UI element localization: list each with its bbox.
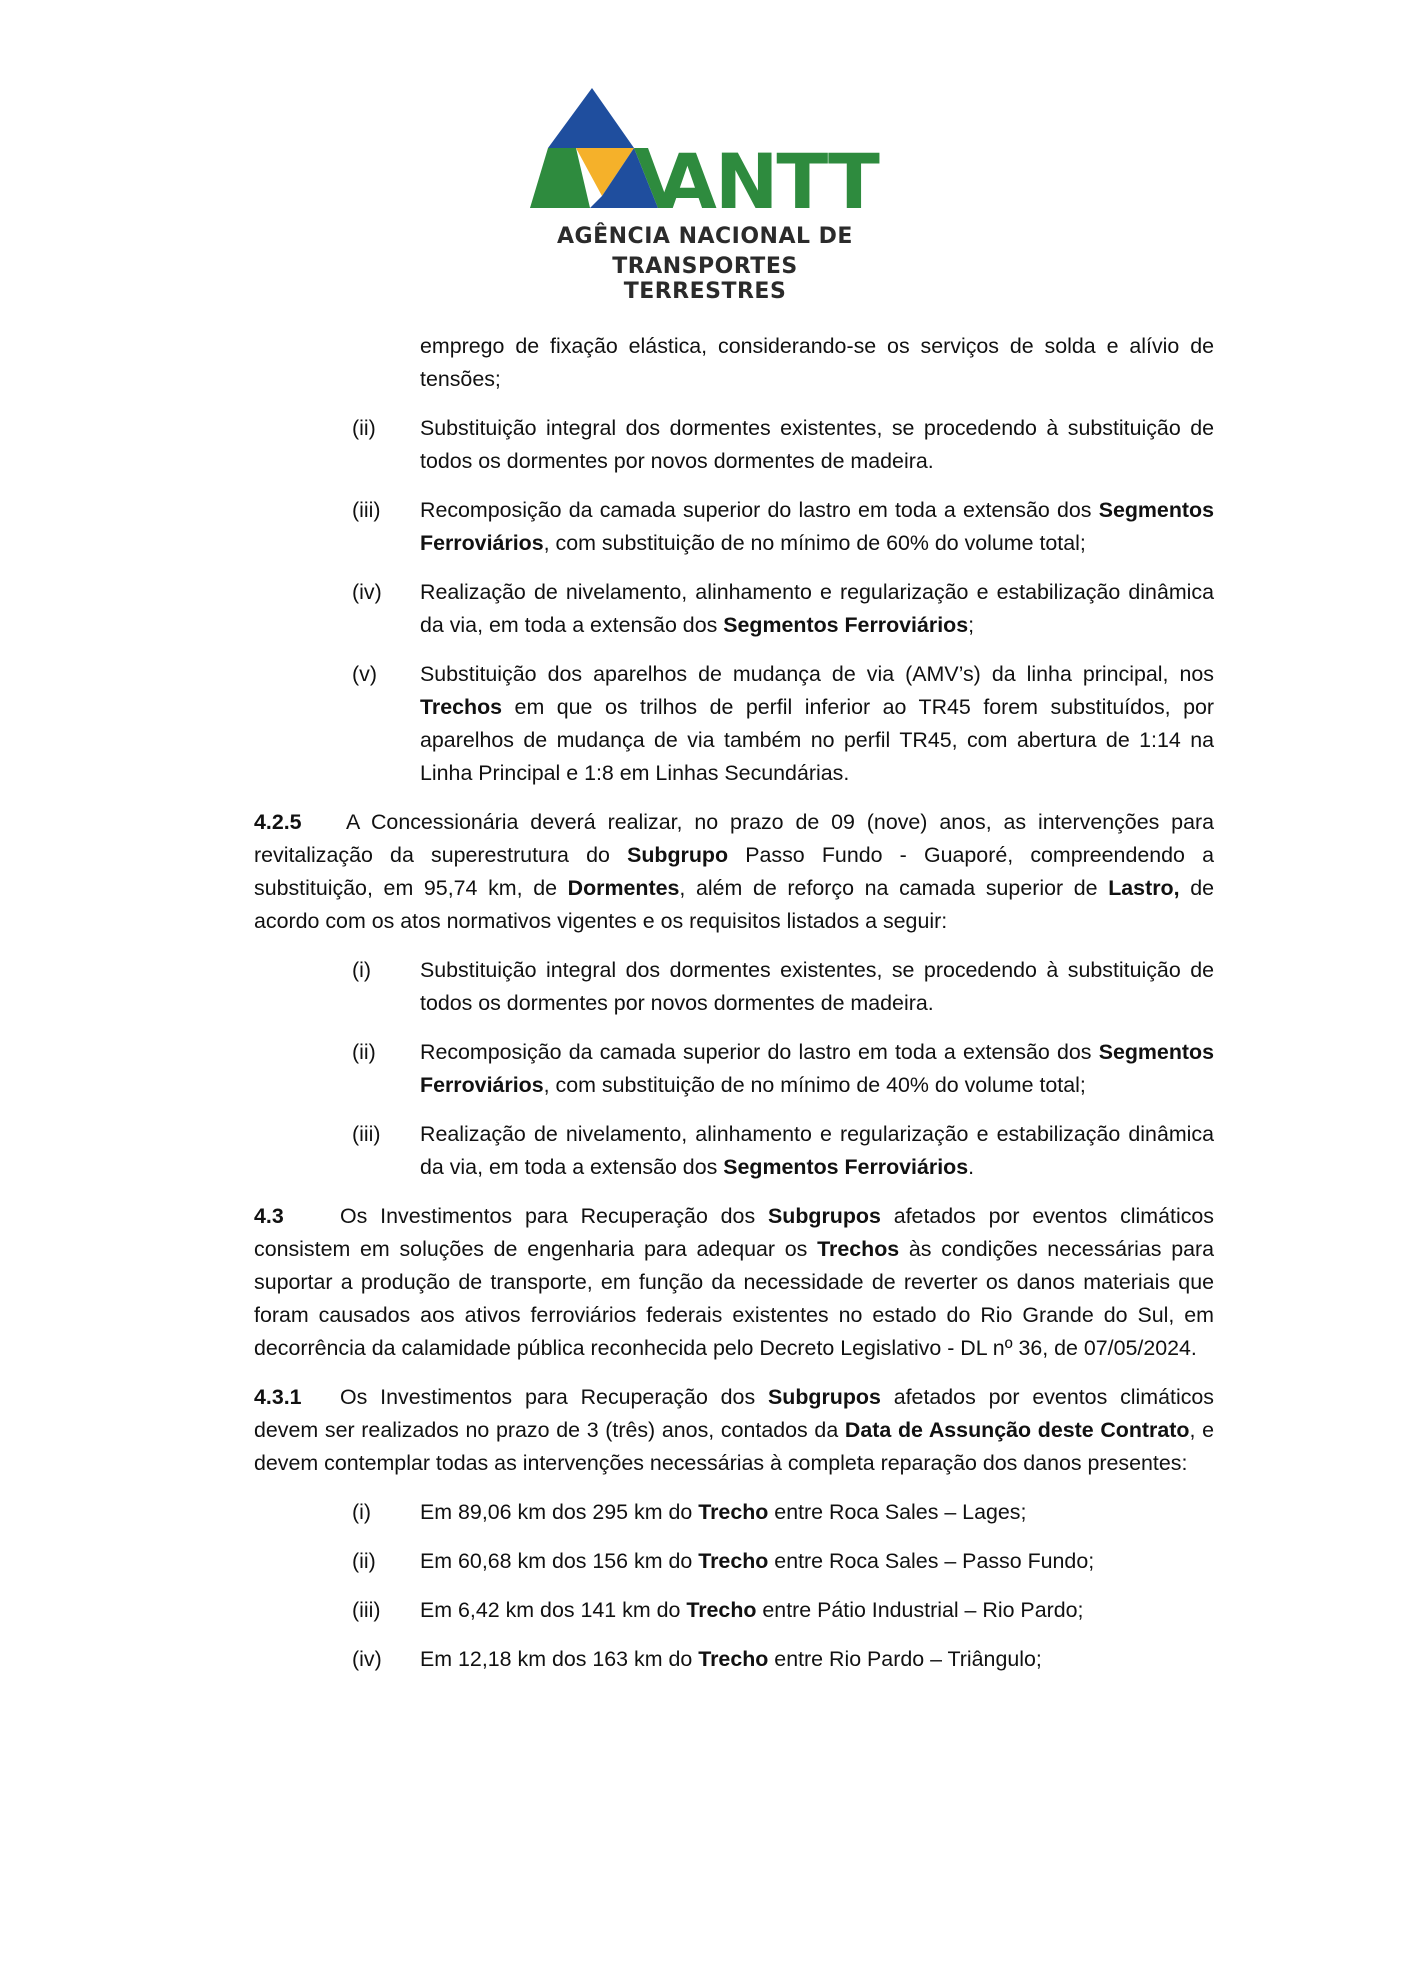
bold-term: Trecho	[698, 1647, 769, 1671]
list-item-number: (iii)	[352, 1598, 381, 1622]
list-item-text	[420, 954, 1214, 1020]
list-item-text	[420, 1118, 1214, 1184]
text-run: Os Investimentos para Recuperação dos	[340, 1385, 768, 1409]
list-item-number: (iii)	[352, 498, 381, 522]
bold-term: Lastro,	[1108, 876, 1180, 900]
list-item-number: (ii)	[352, 1040, 376, 1064]
bold-term: Segmentos Ferroviários	[420, 498, 1214, 555]
section-4-3-1	[254, 1381, 1214, 1480]
list-b	[254, 954, 1214, 1184]
list-a	[254, 412, 1214, 790]
text-run: Em 60,68 km dos 156 km do	[420, 1549, 699, 1573]
text-run: entre Rio Pardo – Triângulo;	[768, 1647, 1042, 1671]
text-run: Passo Fundo - Guaporé, compreendendo a substituição, em 95,74 km, de	[254, 843, 1214, 900]
text-run: Substituição dos aparelhos de mudança de via (AMV’s) da linha principal, nos	[420, 662, 1214, 686]
logo-line-1: AGÊNCIA NACIONAL DE	[557, 224, 853, 249]
list-item-number: (iv)	[352, 1647, 382, 1671]
bold-term: Trecho	[686, 1598, 757, 1622]
logo-line-2: TRANSPORTES TERRESTRES	[612, 254, 798, 304]
bold-term: Dormentes	[567, 876, 680, 900]
list-item-number: (ii)	[352, 1549, 376, 1573]
text-run: Em 12,18 km dos 163 km do	[420, 1647, 699, 1671]
list-item-text	[420, 494, 1214, 560]
list-item-number: (ii)	[352, 416, 376, 440]
list-item	[352, 576, 1214, 642]
section-number: 4.2.5	[254, 810, 302, 834]
list-item-text	[420, 576, 1214, 642]
text-run: entre Roca Sales – Lages;	[768, 1500, 1027, 1524]
section-4-3	[254, 1200, 1214, 1365]
bold-term: Trechos	[420, 695, 503, 719]
bold-term: Subgrupo	[627, 843, 729, 867]
text-run: .	[968, 1155, 975, 1179]
list-item-text	[420, 1036, 1214, 1102]
section-number: 4.3	[254, 1204, 284, 1228]
text-run: Realização de nivelamento, alinhamento e regularização e estabilização dinâmica da via, em toda a extensão dos	[420, 1122, 1214, 1179]
text-run: afetados por eventos climáticos devem ser realizados no prazo de 3 (três) anos, contados da	[254, 1385, 1214, 1442]
text-run: , com substituição de no mínimo de 40% do volume total;	[543, 1073, 1086, 1097]
list-item	[352, 954, 1214, 1020]
section-text	[254, 1204, 1214, 1360]
text-run: em que os trilhos de perfil inferior ao TR45 forem substituídos, por aparelhos de mudança de via também no perfil TR45, com abertura de 1:14 na Linha Principal e 1:8 em Linhas Secundárias.	[420, 695, 1214, 785]
logo-wordmark: ANTT	[658, 137, 878, 216]
text-run: , com substituição de no mínimo de 60% do volume total;	[543, 531, 1086, 555]
antt-emblem-icon	[530, 86, 880, 216]
list-item	[352, 1594, 1214, 1627]
text-run: afetados por eventos climáticos consistem em soluções de engenharia para adequar os	[254, 1204, 1214, 1261]
list-item-number: (iv)	[352, 580, 382, 604]
logo-blue-triangle	[548, 88, 634, 148]
text-run: Realização de nivelamento, alinhamento e regularização e estabilização dinâmica da via, em toda a extensão dos	[420, 580, 1214, 637]
text-run: A Concessionária deverá realizar, no prazo de 09 (nove) anos, as intervenções para revitalização da superestrutura do	[254, 810, 1214, 867]
text-run: Em 6,42 km dos 141 km do	[420, 1598, 687, 1622]
list-item	[352, 1643, 1214, 1676]
list-item-text	[420, 1594, 1214, 1627]
section-4-2-5	[254, 806, 1214, 938]
bold-term: Segmentos Ferroviários	[723, 1155, 969, 1179]
list-item	[352, 1118, 1214, 1184]
text-run: às condições necessárias para suportar a produção de transporte, em função da necessidade de reverter os danos materiais que foram causados aos ativos ferroviários federais existentes no estado do Rio Grande do Sul, em decorrência da calamidade pública reconhecida pelo Decreto Legislativo - DL nº 36, de 07/05/2024.	[254, 1237, 1215, 1360]
bold-term: Trechos	[817, 1237, 900, 1261]
text-run: ;	[968, 613, 975, 637]
list-item-text	[420, 658, 1214, 790]
list-item	[352, 412, 1214, 478]
list-item-text	[420, 1496, 1214, 1529]
list-item	[352, 494, 1214, 560]
text-run: Substituição integral dos dormentes existentes, se procedendo à substituição de todos os dormentes por novos dormentes de madeira.	[420, 416, 1214, 473]
list-item	[352, 1496, 1214, 1529]
antt-logo	[530, 86, 880, 304]
text-run: Recomposição da camada superior do lastro em toda a extensão dos	[420, 498, 1099, 522]
list-item-text	[420, 412, 1214, 478]
text-run: Em 89,06 km dos 295 km do	[420, 1500, 699, 1524]
list-item-number: (i)	[352, 958, 371, 982]
list-item	[352, 1036, 1214, 1102]
bold-term: Subgrupos	[767, 1385, 881, 1409]
section-text	[254, 1385, 1214, 1475]
list-item	[352, 1545, 1214, 1578]
text-run: entre Roca Sales – Passo Fundo;	[768, 1549, 1095, 1573]
text-run: , e devem contemplar todas as intervenções necessárias à completa reparação dos danos presentes:	[254, 1418, 1214, 1475]
list-c	[254, 1496, 1214, 1676]
text-run: Os Investimentos para Recuperação dos	[340, 1204, 768, 1228]
text-run: Recomposição da camada superior do lastro em toda a extensão dos	[420, 1040, 1099, 1064]
list-item-text	[420, 1643, 1214, 1676]
document-body	[254, 330, 1214, 1692]
bold-term: Subgrupos	[767, 1204, 881, 1228]
text-run: Substituição integral dos dormentes existentes, se procedendo à substituição de todos os dormentes por novos dormentes de madeira.	[420, 958, 1214, 1015]
list-item-number: (v)	[352, 662, 377, 686]
bold-term: Segmentos Ferroviários	[723, 613, 969, 637]
section-text	[254, 810, 1214, 933]
continuation-text: emprego de fixação elástica, considerando-se os serviços de solda e alívio de tensões;	[420, 334, 1214, 391]
section-number: 4.3.1	[254, 1385, 302, 1409]
text-run: de acordo com os atos normativos vigentes e os requisitos listados a seguir:	[254, 876, 1214, 933]
list-item	[352, 658, 1214, 790]
list-item-number: (i)	[352, 1500, 371, 1524]
list-item-text	[420, 1545, 1214, 1578]
bold-term: Trecho	[698, 1549, 769, 1573]
list-item-number: (iii)	[352, 1122, 381, 1146]
text-run: entre Pátio Industrial – Rio Pardo;	[756, 1598, 1084, 1622]
bold-term: Segmentos Ferroviários	[420, 1040, 1214, 1097]
bold-term: Data de Assunção deste Contrato	[844, 1418, 1190, 1442]
bold-term: Trecho	[698, 1500, 769, 1524]
text-run: , além de reforço na camada superior de	[679, 876, 1109, 900]
